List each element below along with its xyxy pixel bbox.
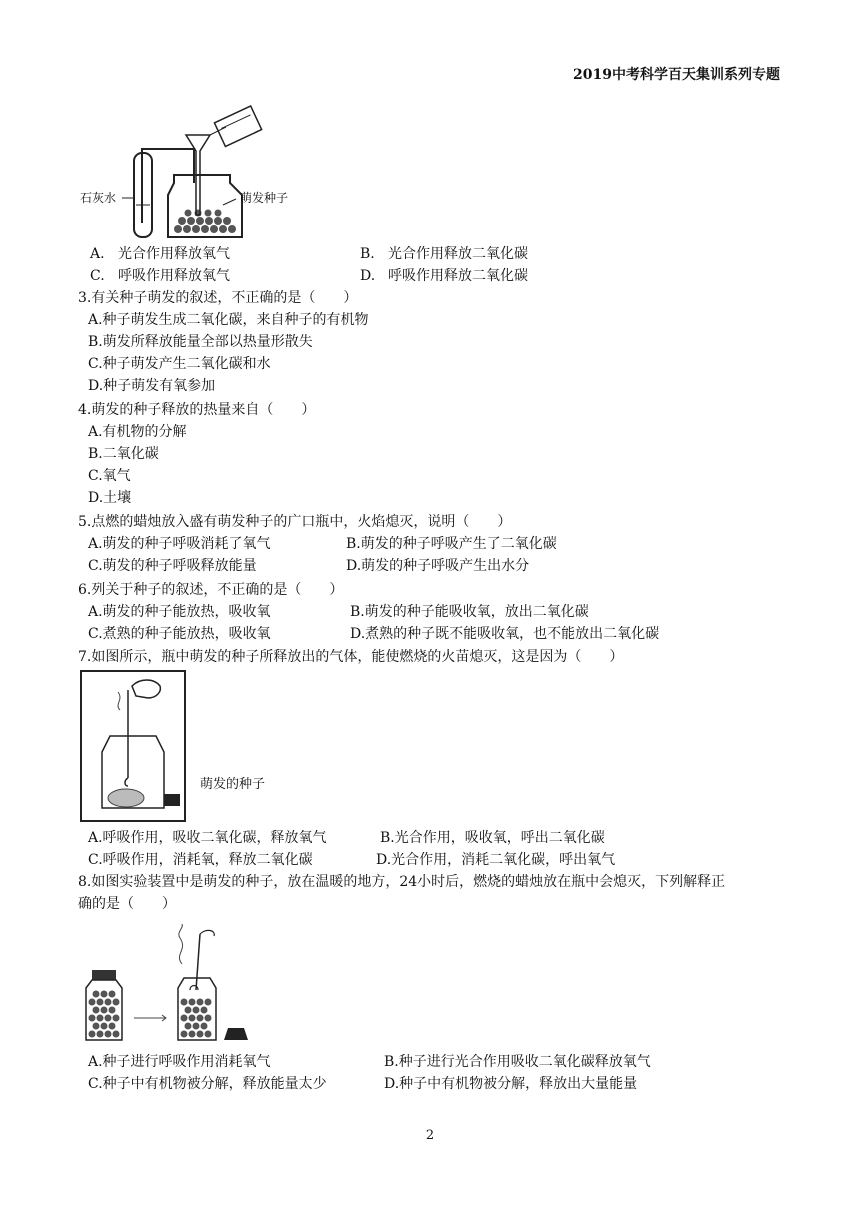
q8-stem-line1: 8.如图实验装置中是萌发的种子，放在温暖的地方，24小时后，燃烧的蜡烛放在瓶中会熄灭，下列解释正	[78, 874, 726, 890]
q7-option-c: C.呼吸作用，消耗氧，释放二氧化碳	[88, 852, 313, 868]
page-header: 2019中考科学百天集训系列专题	[573, 67, 780, 83]
prev-option-c: 呼吸作用释放氧气	[118, 268, 230, 284]
page-number: 2	[425, 1128, 435, 1143]
q7-option-d: D.光合作用，消耗二氧化碳，呼出氧气	[376, 852, 616, 868]
q7-option-b: B.光合作用，吸收氧，呼出二氧化碳	[380, 830, 605, 846]
figure1-label-limewater: 石灰水	[80, 191, 117, 205]
q8-option-c: C.种子中有机物被分解，释放能量太少	[88, 1076, 327, 1092]
figure1-label-seeds: 萌发种子	[240, 191, 289, 205]
q5-option-c: C.萌发的种子呼吸释放能量	[88, 558, 257, 574]
prev-option-c-letter: C.	[90, 268, 105, 284]
q7-figure-label: 萌发的种子	[200, 777, 266, 792]
q3-stem: 3.有关种子萌发的叙述，不正确的是（ ）	[78, 290, 358, 306]
q5-option-b: B.萌发的种子呼吸产生了二氧化碳	[346, 536, 557, 552]
figure-limewater-apparatus	[78, 105, 338, 245]
prev-option-d-letter: D.	[360, 268, 376, 284]
q7-option-a: A.呼吸作用，吸收二氧化碳，释放氧气	[88, 830, 327, 846]
q6-option-d: D.煮熟的种子既不能吸收氧，也不能放出二氧化碳	[350, 626, 660, 642]
q7-stem: 7.如图所示，瓶中萌发的种子所释放出的气体，能使燃烧的火苗熄灭，这是因为（ ）	[78, 649, 624, 665]
q4-option-a: A.有机物的分解	[88, 424, 187, 440]
q3-option-a: A.种子萌发生成二氧化碳，来自种子的有机物	[88, 312, 369, 328]
prev-option-b: 光合作用释放二氧化碳	[388, 246, 528, 262]
q6-option-c: C.煮熟的种子能放热，吸收氧	[88, 626, 271, 642]
q4-option-b: B.二氧化碳	[88, 446, 159, 462]
q6-option-a: A.萌发的种子能放热，吸收氧	[88, 604, 271, 620]
q8-stem-line2: 确的是（ ）	[78, 896, 176, 912]
prev-option-a-letter: A.	[90, 246, 105, 262]
q5-option-d: D.萌发的种子呼吸产生出水分	[346, 558, 530, 574]
prev-option-d: 呼吸作用释放二氧化碳	[388, 268, 528, 284]
q3-option-c: C.种子萌发产生二氧化碳和水	[88, 356, 271, 372]
figure-seed-jars	[78, 924, 258, 1046]
q8-option-a: A.种子进行呼吸作用消耗氧气	[88, 1054, 271, 1070]
q4-stem: 4.萌发的种子释放的热量来自（ ）	[78, 402, 316, 418]
q6-option-b: B.萌发的种子能吸收氧，放出二氧化碳	[350, 604, 589, 620]
q5-option-a: A.萌发的种子呼吸消耗了氧气	[88, 536, 271, 552]
q8-option-b: B.种子进行光合作用吸收二氧化碳释放氧气	[384, 1054, 651, 1070]
q4-option-c: C.氧气	[88, 468, 131, 484]
q8-option-d: D.种子中有机物被分解，释放出大量能量	[384, 1076, 638, 1092]
q3-option-b: B.萌发所释放能量全部以热量形散失	[88, 334, 313, 350]
figure-candle-jar	[80, 670, 186, 822]
q6-stem: 6.列关于种子的叙述，不正确的是（ ）	[78, 582, 344, 598]
prev-option-a: 光合作用释放氧气	[118, 246, 230, 262]
q4-option-d: D.土壤	[88, 490, 132, 506]
prev-option-b-letter: B.	[360, 246, 375, 262]
q3-option-d: D.种子萌发有氧参加	[88, 378, 216, 394]
q5-stem: 5.点燃的蜡烛放入盛有萌发种子的广口瓶中，火焰熄灭，说明（ ）	[78, 514, 512, 530]
